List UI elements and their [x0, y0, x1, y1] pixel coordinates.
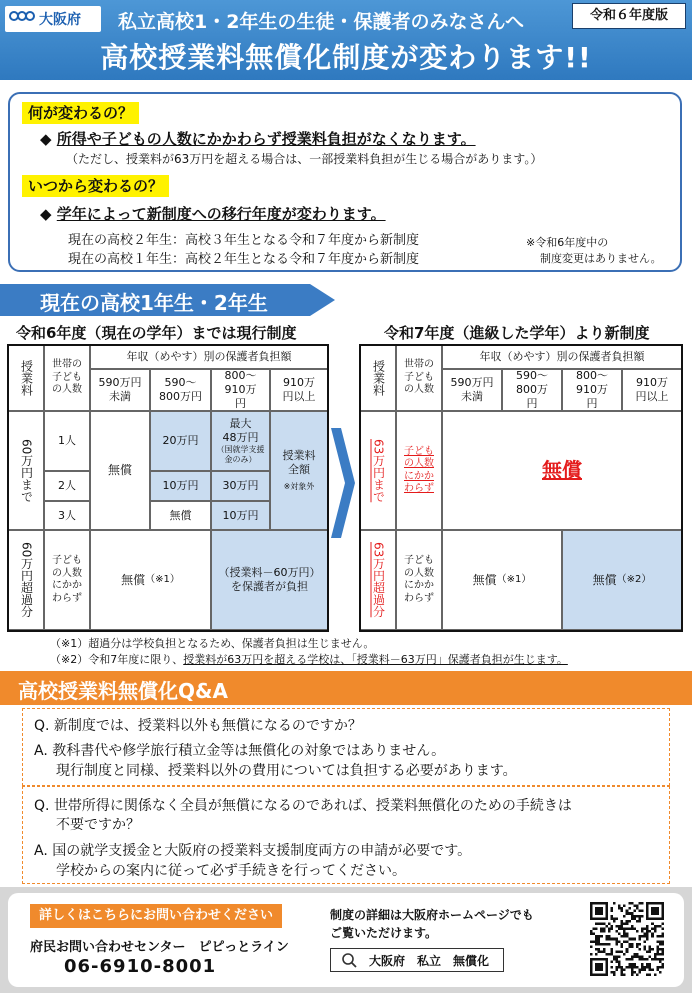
qa-title: 高校授業料無償化Q&A — [18, 679, 228, 703]
arrow-right-icon — [331, 428, 355, 538]
cell-48man: 48万円 — [222, 431, 259, 444]
new-free-big: 無償 — [442, 411, 682, 530]
over-children: 子どもの人数にかかわらず — [44, 530, 90, 630]
income-col-1: 590万円未満 — [90, 369, 150, 411]
osaka-logo — [5, 6, 101, 32]
header-tuition: 授業料 — [8, 345, 44, 411]
left-table-frame — [7, 344, 329, 632]
search-keyword-box[interactable] — [330, 948, 504, 972]
row-label-63-under: 63万円まで — [360, 411, 396, 530]
question-label-what: 何が変わるの？ — [22, 102, 139, 124]
cell-national-only: （国就学支援金のみ） — [216, 444, 265, 464]
transition-line-1: 現在の高校２年生：高校３年生となる令和７年度から新制度 — [68, 233, 420, 248]
row-label-60-over: 60万円超過分 — [8, 530, 44, 630]
qa-question-2-line-2: 不要ですか？ — [56, 817, 140, 833]
row-label-63-over: 63万円超過分 — [360, 530, 396, 630]
qa-answer-1-line-2: 現行制度と同様、授業料以外の費用については負担する必要があります。 — [56, 763, 517, 779]
contact-phone[interactable]: 06-6910-8001 — [64, 956, 217, 977]
children-3: 3人 — [44, 501, 90, 530]
bullet-text-1: 所得や子どもの人数にかかわらず授業料負担がなくなります。 — [56, 130, 476, 148]
header-income: 年収（めやす）別の保護者負担額 — [90, 345, 328, 369]
what-question-2 — [22, 175, 169, 196]
footnote-1: （※1）超過分は学校負担となるため、保護者負担は生じません。 — [50, 637, 375, 650]
over-free-new-b-note: （※2） — [616, 573, 652, 585]
question-label-when: いつから変わるの？ — [22, 175, 169, 197]
footnote-2-prefix: （※2）令和7年度に限り、 — [50, 653, 184, 666]
transition-line-2: 現在の高校１年生：高校２年生となる令和７年度から新制度 — [68, 252, 420, 267]
qa-answer-2-line-2: 学校からの案内に従って必ず手続きを行ってください。 — [56, 863, 406, 879]
income-col-new-4: 910万円以上 — [622, 369, 682, 411]
income-col-4: 910万円以上 — [270, 369, 328, 411]
cell-max-label: 最大 — [229, 417, 252, 431]
bullet-text-2: 学年によって新制度への移行年度が変わります。 — [56, 205, 386, 223]
contact-center: 府民お問い合わせセンター ピピっとライン — [30, 940, 289, 955]
children-2: 2人 — [44, 471, 90, 501]
over-free-new-b-text: 無償 — [592, 572, 617, 587]
header-tuition-new: 授業料 — [360, 345, 396, 411]
header-children: 世帯の子どもの人数 — [44, 345, 90, 411]
right-table-frame — [359, 344, 683, 632]
over-free-new-a-text: 無償 — [472, 572, 497, 587]
edition-badge: 令和６年度版 — [572, 3, 686, 29]
what-bullet-1 — [40, 128, 476, 149]
page-title: 高校授業料無償化制度が変わります!! — [100, 41, 592, 74]
income-col-new-1: 590万円未満 — [442, 369, 502, 411]
left-table-title: 令和6年度（現在の学年）までは現行制度 — [16, 324, 297, 342]
income-col-new-2: 590～800万円 — [502, 369, 562, 411]
income-col-new-3: 800～910万円 — [562, 369, 622, 411]
row-label-60-under: 60万円まで — [8, 411, 44, 530]
header-subtitle: 私立高校1・2年生の生徒・保護者のみなさんへ — [118, 11, 525, 33]
cell-free-3: 無償 — [150, 501, 211, 530]
income-col-3: 800～910万円 — [211, 369, 270, 411]
children-1: 1人 — [44, 411, 90, 471]
header-income-new: 年収（めやす）別の保護者負担額 — [442, 345, 682, 369]
over-pay-text: を保護者が負担 — [231, 580, 308, 593]
footnote-2 — [50, 651, 568, 667]
over-free-text: 無償 — [121, 572, 146, 587]
diamond-bullet-icon: ◆ — [40, 205, 57, 223]
search-icon — [341, 952, 363, 968]
contact-label: 詳しくはこちらにお問い合わせください — [30, 904, 282, 928]
qa-answer-1-line-1: A. 教科書代や修学旅行積立金等は無償化の対象ではありません。 — [34, 743, 446, 759]
detail-line-2: ご覧いただけます。 — [330, 926, 438, 940]
cell-20man: 20万円 — [150, 411, 211, 471]
cell-30man: 30万円 — [211, 471, 270, 501]
over-pay-formula: （授業料－60万円） — [218, 566, 321, 580]
any-children: 子どもの人数にかかわらず — [396, 411, 442, 530]
diamond-bullet-icon: ◆ — [40, 130, 57, 148]
over-children-new: 子どもの人数にかかわらず — [396, 530, 442, 630]
qa-answer-2-line-1: A. 国の就学支援金と大阪府の授業料支援制度両方の申請が必要です。 — [34, 843, 472, 859]
over-free-note: （※1） — [145, 573, 180, 585]
what-note-1: （ただし、授業料が63万円を超える場合は、一部授業料負担が生じる場合があります。） — [66, 152, 543, 166]
footnote-2-body: 授業料が63万円を超える学校は、「授業料－63万円」保護者負担が生じます。 — [183, 653, 568, 666]
qa-question-2-line-1: Q. 世帯所得に関係なく全員が無償になるのであれば、授業料無償化のための手続きは — [34, 798, 572, 814]
cell-10man-b: 10万円 — [211, 501, 270, 530]
logo-text: 大阪府 — [39, 12, 81, 28]
section-banner-text: 現在の高校1年生・2年生 — [40, 291, 268, 315]
income-col-2: 590～800万円 — [150, 369, 211, 411]
cell-free: 無償 — [90, 411, 150, 530]
cell-full-note: ※対象外 — [283, 482, 315, 492]
cell-full-text: 授業料全額 — [282, 448, 316, 476]
detail-line-1: 制度の詳細は大阪府ホームページでも — [330, 908, 534, 922]
what-bullet-2 — [40, 203, 386, 224]
logo-mark-icon — [9, 10, 37, 28]
side-note-1: ※令和6年度中の — [526, 236, 609, 249]
search-keyword-text: 大阪府 私立 無償化 — [369, 953, 490, 968]
right-table-title: 令和7年度（進級した学年）より新制度 — [384, 324, 650, 342]
qr-code-icon[interactable] — [590, 902, 664, 976]
header-children-new: 世帯の子どもの人数 — [396, 345, 442, 411]
over-free-new-a-note: （※1） — [496, 573, 532, 585]
qa-question-1: Q. 新制度では、授業料以外も無償になるのですか？ — [34, 718, 362, 734]
side-note-2: 制度変更はありません。 — [540, 252, 662, 265]
cell-10man-a: 10万円 — [150, 471, 211, 501]
what-question-1 — [22, 102, 139, 123]
